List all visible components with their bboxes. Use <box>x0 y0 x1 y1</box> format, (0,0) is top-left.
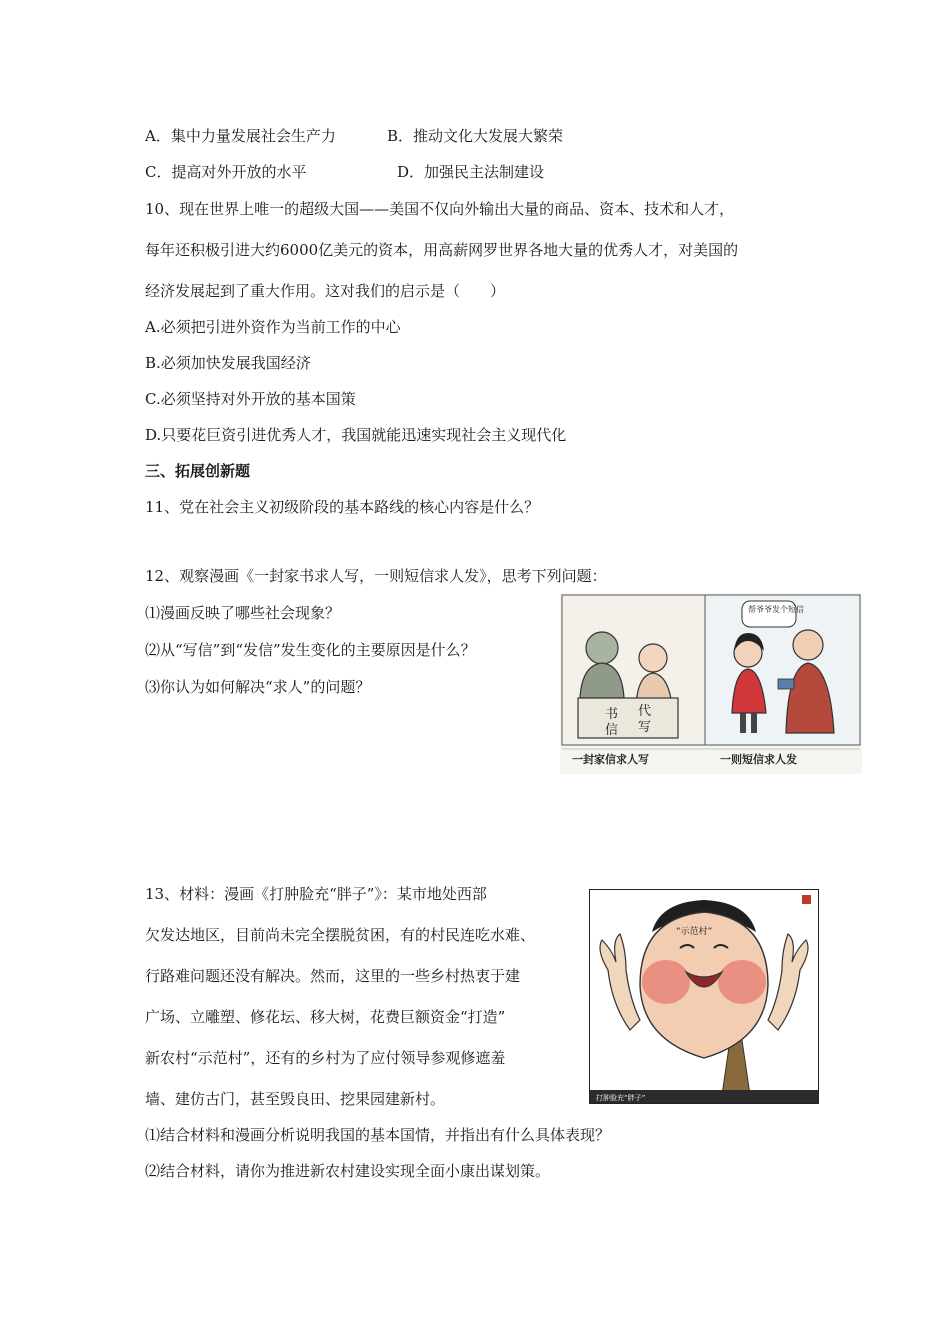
q10-stem-line3: 经济发展起到了重大作用。这对我们的启示是（ ） <box>145 282 506 300</box>
cartoon-swollen-face <box>589 889 819 1104</box>
q9-option-c: C．提高对外开放的水平 <box>145 163 307 181</box>
q13-material-line5: 新农村“示范村”，还有的乡村为了应付领导参观修遮羞 <box>145 1049 506 1067</box>
q10-option-c: C.必须坚持对外开放的基本国策 <box>145 390 356 408</box>
q13-material-line4: 广场、立雕塑、修花坛、移大树，花费巨额资金“打造” <box>145 1008 506 1026</box>
q10-stem-line1: 10、现在世界上唯一的超级大国——美国不仅向外输出大量的商品、资本、技术和人才， <box>145 200 735 218</box>
q13-part1: ⑴结合材料和漫画分析说明我国的基本国情，并指出有什么具体表现？ <box>145 1126 611 1144</box>
sign-char-3: 代 <box>638 704 652 719</box>
q13-material-line2: 欠发达地区，目前尚未完全摆脱贫困，有的村民连吃水难、 <box>145 926 536 944</box>
section-title: 三、拓展创新题 <box>145 462 251 480</box>
cartoon-caption: 打肿脸充“胖子” <box>596 1094 646 1102</box>
forehead-label: “示范村” <box>676 927 713 937</box>
q13-material-line6: 墙、建仿古门，甚至毁良田、挖果园建新村。 <box>145 1090 446 1108</box>
q10-stem-line2: 每年还积极引进大约6000亿美元的资本，用高薪网罗世界各地大量的优秀人才，对美国的 <box>145 241 739 259</box>
caption-right: 一则短信求人发 <box>720 753 797 766</box>
q10-option-d: D.只要花巨资引进优秀人才，我国就能迅速实现社会主义现代化 <box>145 426 567 444</box>
q13-material-line3: 行路难问题还没有解决。然而，这里的一些乡村热衷于建 <box>145 967 521 985</box>
sign-char-2: 信 <box>605 723 619 738</box>
q9-option-d: D．加强民主法制建设 <box>397 163 545 181</box>
q10-option-b: B.必须加快发展我国经济 <box>145 354 311 372</box>
q13-material-line1: 13、材料：漫画《打肿脸充“胖子”》：某市地处西部 <box>145 885 487 903</box>
q12-part2: ⑵从“写信”到“发信”发生变化的主要原因是什么？ <box>145 641 476 659</box>
cartoon-letter-sms <box>560 593 862 774</box>
q12-part3: ⑶你认为如何解决“求人”的问题？ <box>145 678 371 696</box>
sign-char-1: 书 <box>605 707 619 722</box>
q10-option-a: A.必须把引进外资作为当前工作的中心 <box>145 318 401 336</box>
q11-stem: 11、党在社会主义初级阶段的基本路线的核心内容是什么？ <box>145 498 540 516</box>
q12-stem: 12、观察漫画《一封家书求人写，一则短信求人发》，思考下列问题： <box>145 567 607 585</box>
q13-part2: ⑵结合材料，请你为推进新农村建设实现全面小康出谋划策。 <box>145 1162 551 1180</box>
q9-option-b: B．推动文化大发展大繁荣 <box>387 127 564 145</box>
q9-option-a: A．集中力量发展社会生产力 <box>145 127 336 145</box>
q12-part1: ⑴漫画反映了哪些社会现象？ <box>145 604 341 622</box>
caption-left: 一封家信求人写 <box>572 753 649 766</box>
speech-bubble-text: 帮爷爷发个短信 <box>748 605 804 614</box>
sign-char-4: 写 <box>638 720 652 735</box>
